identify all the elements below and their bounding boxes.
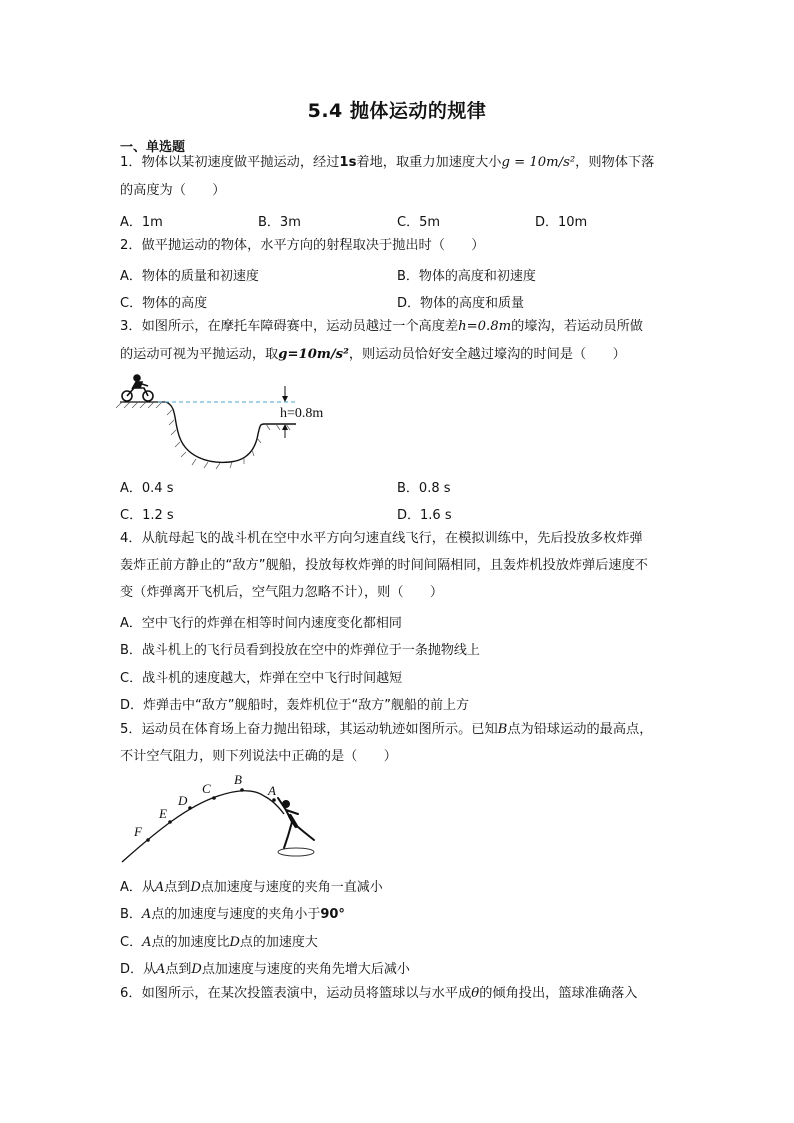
q5b-post: 90°: [320, 907, 345, 922]
q3-option-d[interactable]: D．1.6 s: [397, 508, 452, 523]
q3-text-a: 3．如图所示，在摩托车障碍赛中，运动员越过一个高度差: [120, 319, 459, 334]
q1-option-a[interactable]: A．1m: [120, 215, 163, 230]
trench-figure: [118, 372, 338, 472]
q5d-mid: 点到: [165, 962, 192, 977]
q1-text-b: 着地，取重力加速度大小: [356, 155, 502, 170]
q5b-v1: A: [141, 907, 152, 922]
q3-gravity: g=10m/s²: [278, 347, 349, 362]
q2-line-1: 2．做平抛运动的物体，水平方向的射程取决于抛出时（ ）: [120, 238, 485, 253]
q3-text-b: 的壕沟，若运动员所做: [511, 319, 643, 334]
q2-option-b[interactable]: B．物体的高度和初速度: [397, 269, 536, 284]
q5-point-b: B: [497, 722, 508, 737]
q5d-v1: A: [156, 962, 166, 977]
q4-line-3: 变（炸弹离开飞机后，空气阻力忽略不计），则（ ）: [120, 585, 444, 600]
point-f-label: F: [134, 824, 142, 839]
q3-option-c[interactable]: C．1.2 s: [120, 508, 174, 523]
q1-text-a: 1．物体以某初速度做平抛运动，经过: [120, 155, 340, 170]
q5a-mid: 点到: [164, 880, 191, 895]
q5-option-c[interactable]: [120, 931, 318, 950]
q5a-post: 点加速度与速度的夹角一直减小: [200, 880, 383, 895]
q5d-post: 点加速度与速度的夹角先增大后减小: [201, 962, 410, 977]
q5c-pre: C．: [120, 935, 143, 950]
q5-line-2: 不计空气阻力，则下列说法中正确的是（ ）: [120, 749, 397, 764]
q5a-v2: D: [190, 880, 201, 895]
q5a-pre: A．从: [120, 880, 155, 895]
q6-line-1: [120, 985, 637, 1003]
q5-text-b: 点为铅球运动的最高点，: [507, 722, 653, 737]
q6-text-a: 6．如图所示，在某次投篮表演中，运动员将篮球以与水平成: [120, 986, 472, 1001]
q5c-mid: 点的加速度比: [151, 935, 230, 950]
q5b-pre: B．: [120, 907, 142, 922]
section-heading: 一、单选题: [120, 140, 186, 155]
q1-line-2: 的高度为（ ）: [120, 183, 226, 198]
q4-option-d[interactable]: D．炸弹击中“敌方”舰船时，轰炸机位于“敌方”舰船的前上方: [120, 698, 469, 713]
q5d-v2: D: [191, 962, 202, 977]
q5-option-d[interactable]: [120, 958, 410, 977]
trench-curve: [166, 402, 296, 462]
page-title: 5.4 抛体运动的规律: [307, 100, 487, 122]
q3-option-a[interactable]: A．0.4 s: [120, 481, 174, 496]
q1-gravity: g = 10m/s²: [501, 155, 576, 170]
q4-option-c[interactable]: C．战斗机的速度越大，炸弹在空中飞行时间越短: [120, 671, 403, 686]
trajectory-curve: [122, 791, 284, 862]
q5c-post: 点的加速度大: [239, 935, 318, 950]
q1-text-c: ，则物体下落: [575, 155, 655, 170]
q3-option-b[interactable]: B．0.8 s: [397, 481, 451, 496]
q6-theta: θ: [471, 986, 480, 1001]
q3-line-1: [120, 318, 643, 336]
q3-line-2: [120, 346, 626, 364]
q4-line-2: 轰炸正前方静止的“敌方”舰船，投放每枚炸弹的时间间隔相同，且轰炸机投放炸弹后速度不: [120, 558, 648, 573]
point-a-label: A: [268, 783, 276, 798]
point-d-label: D: [178, 793, 188, 808]
q3-text-d: ，则运动员恰好安全越过壕沟的时间是（ ）: [348, 347, 626, 362]
q3-height: h=0.8m: [458, 319, 512, 334]
q4-option-b[interactable]: B．战斗机上的飞行员看到投放在空中的炸弹位于一条抛物线上: [120, 643, 480, 658]
q2-option-d[interactable]: D．物体的高度和质量: [397, 296, 525, 311]
q2-option-a[interactable]: A．物体的质量和初速度: [120, 269, 259, 284]
point-b-label: B: [234, 772, 242, 787]
shot-put-figure: [118, 770, 328, 870]
q2-option-c[interactable]: C．物体的高度: [120, 296, 208, 311]
q5-text-a: 5．运动员在体育场上奋力抛出铅球，其运动轨迹如图所示。已知: [120, 722, 498, 737]
q1-time: 1s: [339, 155, 357, 170]
q5c-v1: A: [142, 935, 152, 950]
q3-text-c: 的运动可视为平抛运动，取: [120, 347, 279, 362]
athlete-icon: [278, 798, 314, 848]
q4-option-a[interactable]: A．空中飞行的炸弹在相等时间内速度变化都相同: [120, 616, 402, 631]
motorcycle-icon: [122, 375, 153, 401]
point-e-label: E: [159, 806, 167, 821]
q5-option-a[interactable]: [120, 876, 383, 895]
q1-line-1: [120, 154, 654, 172]
q1-option-d[interactable]: D．10m: [535, 215, 588, 230]
q5c-v2: D: [229, 935, 240, 950]
trench-height-label: h=0.8m: [280, 406, 324, 421]
q4-line-1: 4．从航母起飞的战斗机在空中水平方向匀速直线飞行，在模拟训练中，先后投放多枚炸弹: [120, 531, 643, 546]
q6-text-b: 的倾角投出，篮球准确落入: [479, 986, 638, 1001]
q5d-pre: D．从: [120, 962, 157, 977]
q5b-mid: 点的加速度与速度的夹角小于: [151, 907, 321, 922]
q1-option-c[interactable]: C．5m: [397, 215, 441, 230]
q5a-v1: A: [154, 880, 165, 895]
q5-option-b[interactable]: [120, 903, 345, 922]
point-c-label: C: [202, 781, 211, 796]
q5-line-1: [120, 721, 652, 739]
q1-option-b[interactable]: B．3m: [258, 215, 301, 230]
